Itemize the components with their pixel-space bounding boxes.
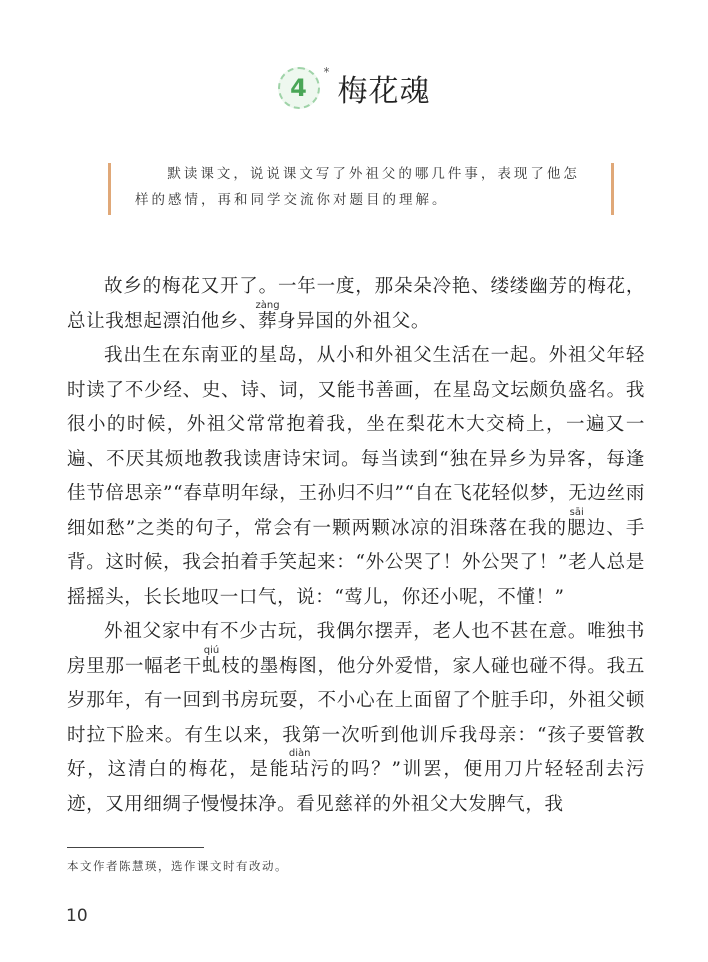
pinyin-annotation: diàn xyxy=(288,748,311,759)
paragraph-text: 边、手背。这时候，我会拍着手笑起来：“外公哭了！外公哭了！”老人总是摇摇头，长长地叹一口气，说：“莺儿，你还小呢，不懂！” xyxy=(67,517,646,608)
paragraph-2 xyxy=(67,339,645,615)
lesson-number-badge xyxy=(278,65,330,109)
paragraph-text: 外祖父家中有不少古玩，我偶尔摆弄，老人也不甚在意。唯独书房里那一幅老干 xyxy=(67,621,645,677)
lesson-header xyxy=(0,66,708,110)
self-study-marker: * xyxy=(323,65,330,79)
lesson-title: 梅花魂 xyxy=(337,74,431,109)
reading-prompt-box xyxy=(108,163,614,215)
pinyin-annotation: qiú xyxy=(201,644,221,656)
footnote: 本文作者陈慧瑛，选作课文时有改动。 xyxy=(67,859,288,873)
pinyin-annotation: sāi xyxy=(567,506,587,518)
ruby-annotated-char: 葬zàng xyxy=(255,299,280,332)
paragraph-3 xyxy=(67,615,645,822)
page-number: 10 xyxy=(66,906,88,926)
ruby-annotated-char: 虬qiú xyxy=(201,644,222,677)
lesson-number: 4 xyxy=(290,74,307,102)
reading-prompt-text: 默读课文，说说课文写了外祖父的哪几件事，表现了他怎样的感情，再和同学交流你对题目的理解。 xyxy=(135,166,580,208)
paragraph-text: 故乡的梅花又开了。一年一度，那朵朵冷艳、缕缕幽芳的梅花，总让我想起漂泊他乡、 xyxy=(67,276,645,332)
footnote-divider xyxy=(67,847,204,848)
paragraph-text: 枝的墨梅图，他分外爱惜，家人碰也碰不得。我五岁那年，有一回到书房玩耍，不小心在上面留了个脏手印，外祖父顿时拉下脸来。有生以来，我第一次听到他训斥我母亲：“孩子要管教好，这清白的梅花，是能 xyxy=(67,655,645,780)
ruby-annotated-char: 玷diàn xyxy=(288,748,311,780)
paragraph-text: 我出生在东南亚的星岛，从小和外祖父生活在一起。外祖父年轻时读了不少经、史、诗、词，又能书善画，在星岛文坛颇负盛名。我很小的时候，外祖父常常抱着我，坐在梨花木大交椅上，一遍又一遍、不厌其烦地教我读唐诗宋词。每当读到“独在异乡为异客，每逢佳节倍思亲”“春草明年绿，王孙归不归”“自在飞花轻似梦，无边丝雨细如愁”之类的句子，常会有一颗两颗冰凉的泪珠落在我的 xyxy=(67,345,645,539)
lesson-body xyxy=(67,270,645,822)
paragraph-1 xyxy=(67,270,645,339)
pinyin-annotation: zàng xyxy=(255,299,280,311)
paragraph-text: 污的吗？”训罢，便用刀片轻轻刮去污迹，又用细绸子慢慢抹净。看见慈祥的外祖父大发脾气，我 xyxy=(67,759,645,815)
ruby-annotated-char: 腮sāi xyxy=(567,506,587,539)
paragraph-text: 身异国的外祖父。 xyxy=(277,310,430,332)
